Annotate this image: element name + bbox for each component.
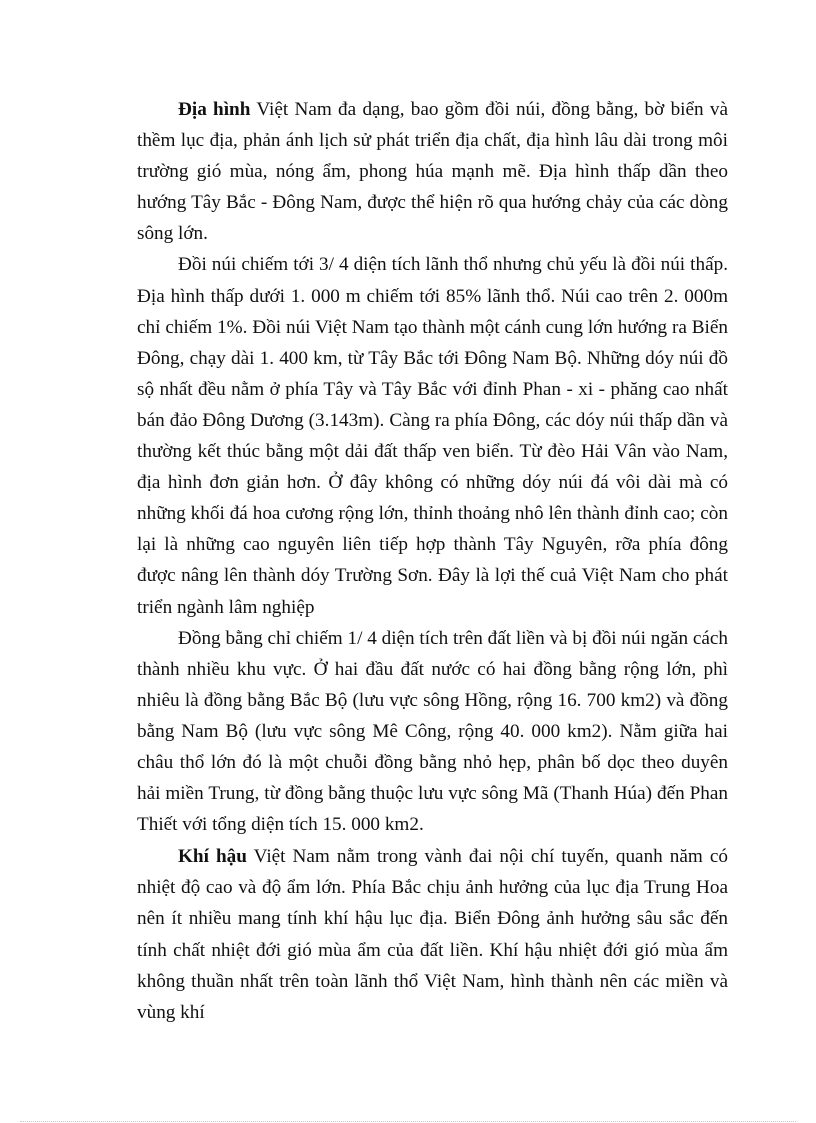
heading-climate: Khí hậu	[178, 846, 247, 868]
heading-terrain: Địa hình	[178, 99, 251, 120]
paragraph-mountains-text: Đồi núi chiếm tới 3/ 4 diện tích lãnh thổ nhưng chủ yếu là đồi núi thấp. Địa hình thấp dưới 1. 000 m chiếm tới 85% lãnh thổ. Núi cao trên 2. 000m chỉ chiếm 1%. Đồi núi Việt Nam tạo thành một cánh cung lớn hướng ra Biển Đông, chạy dài 1. 400 km, từ Tây Bắc tới Đông Nam Bộ. Những dóy núi đồ sộ nhất đều nằm ở phía Tây và Tây Bắc với đỉnh Phan - xi - phăng cao nhất bán đảo Đông Dương (3.143m). Càng ra phía Đông, các dóy núi thấp dần và thường kết thúc bằng một dải đất thấp ven biển. Từ đèo Hải Vân vào Nam, địa hình đơn giản hơn. Ở đây không có những dóy núi đá vôi dài mà có những khối đá hoa cương rộng lớn, thỉnh thoảng nhô lên thành đỉnh cao; còn lại là những cao nguyên liên tiếp hợp thành Tây Nguyên, rỡa phía đông được nâng lên thành dóy Trường Sơn. Đây là lợi thế cuả Việt Nam cho phát triển ngành lâm nghiệp	[137, 254, 728, 618]
paragraph-climate	[137, 841, 728, 1028]
paragraph-plains-text: Đồng bằng chỉ chiếm 1/ 4 diện tích trên đất liền và bị đồi núi ngăn cách thành nhiều khu vực. Ở hai đầu đất nước có hai đồng bằng rộng lớn, phì nhiêu là đồng bằng Bắc Bộ (lưu vực sông Hồng, rộng 16. 700 km2) và đồng bằng Nam Bộ (lưu vực sông Mê Công, rộng 40. 000 km2). Nằm giữa hai châu thổ lớn đó là một chuỗi đồng bằng nhỏ hẹp, phân bố dọc theo duyên hải miền Trung, từ đồng bằng thuộc lưu vực sông Mã (Thanh Húa) đến Phan Thiết với tổng diện tích 15. 000 km2.	[137, 627, 728, 836]
paragraph-climate-text: Việt Nam nằm trong vành đai nội chí tuyến, quanh năm có nhiệt độ cao và độ ẩm lớn. Phía Bắc chịu ảnh hưởng của lục địa Trung Hoa nên ít nhiều mang tính khí hậu lục địa. Biển Đông ảnh hưởng sâu sắc đến tính chất nhiệt đới gió mùa ẩm của đất liền. Khí hậu nhiệt đới gió mùa ẩm không thuần nhất trên toàn lãnh thổ Việt Nam, hình thành nên các miền và vùng khí	[137, 846, 728, 1023]
document-body	[137, 94, 728, 1028]
paragraph-mountains	[137, 249, 728, 622]
paragraph-terrain-text: Việt Nam đa dạng, bao gồm đồi núi, đồng bằng, bờ biển và thềm lục địa, phản ánh lịch sử phát triển địa chất, địa hình lâu dài trong môi trường gió mùa, nóng ẩm, phong húa mạnh mẽ. Địa hình thấp dần theo hướng Tây Bắc - Đông Nam, được thể hiện rõ qua hướng chảy của các dòng sông lớn.	[137, 99, 728, 245]
paragraph-plains	[137, 623, 728, 841]
paragraph-terrain	[137, 94, 728, 249]
page-bottom-edge	[20, 1121, 796, 1122]
